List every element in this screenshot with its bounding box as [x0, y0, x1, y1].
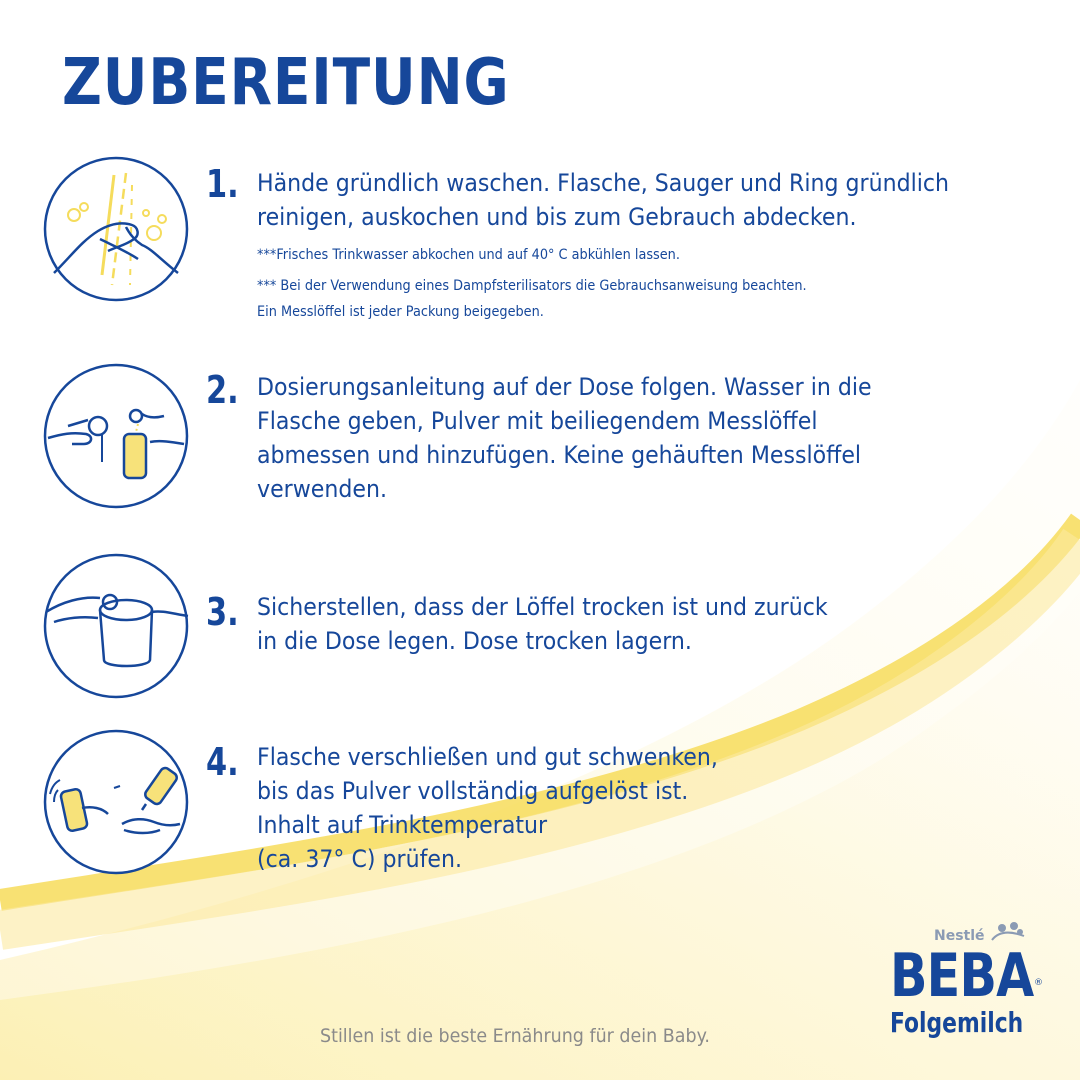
- step-4-line: Inhalt auf Trinktemperatur: [257, 811, 548, 839]
- page-title: ZUBEREITUNG: [62, 46, 510, 120]
- step-3-line: in die Dose legen. Dose trocken lagern.: [257, 627, 692, 655]
- step-1-line: reinigen, auskochen und bis zum Gebrauch abdecken.: [257, 203, 857, 231]
- step-3-text: [257, 590, 828, 658]
- step-4-line: Flasche verschließen und gut schwenken,: [257, 743, 718, 771]
- step-1-note: Ein Messlöffel ist jeder Packung beigegeben.: [257, 304, 544, 320]
- step-2-line: abmessen und hinzufügen. Keine gehäuften Messlöffel: [257, 441, 862, 469]
- breastfeeding-disclaimer: Stillen ist die beste Ernährung für dein Baby.: [320, 1025, 710, 1047]
- brand-nestle: Nestlé: [934, 928, 985, 944]
- step-1-number: 1.: [206, 162, 239, 206]
- step-4-line: bis das Pulver vollständig aufgelöst ist.: [257, 777, 689, 805]
- step-3-number: 3.: [206, 590, 239, 634]
- product-name: Folgemilch: [890, 1006, 1024, 1039]
- step-4-line: (ca. 37° C) prüfen.: [257, 845, 462, 873]
- step-4-text: [257, 740, 718, 876]
- hand-washing-icon: [42, 155, 190, 303]
- step-1-note: ***Frisches Trinkwasser abkochen und auf 40° C abkühlen lassen.: [257, 247, 680, 263]
- step-2-line: verwenden.: [257, 475, 387, 503]
- shake-and-test-bottle-icon: [42, 728, 190, 876]
- step-4-number: 4.: [206, 740, 239, 784]
- step-3-line: Sicherstellen, dass der Löffel trocken ist und zurück: [257, 593, 828, 621]
- step-2-text: [257, 370, 872, 506]
- beba-logo: [888, 918, 1048, 1048]
- step-1-line: Hände gründlich waschen. Flasche, Sauger und Ring gründlich: [257, 169, 949, 197]
- step-2-line: Dosierungsanleitung auf der Dose folgen. Wasser in die: [257, 373, 872, 401]
- spoon-in-can-icon: [42, 552, 190, 700]
- step-1-text: [257, 166, 949, 234]
- step-2-number: 2.: [206, 368, 239, 412]
- step-1-note: *** Bei der Verwendung eines Dampfsterilisators die Gebrauchsanweisung beachten.: [257, 278, 807, 294]
- brand-beba: BEBA: [890, 941, 1034, 1011]
- registered-mark: ®: [1034, 978, 1043, 988]
- powder-dosing-icon: [42, 362, 190, 510]
- step-2-line: Flasche geben, Pulver mit beiliegendem Messlöffel: [257, 407, 818, 435]
